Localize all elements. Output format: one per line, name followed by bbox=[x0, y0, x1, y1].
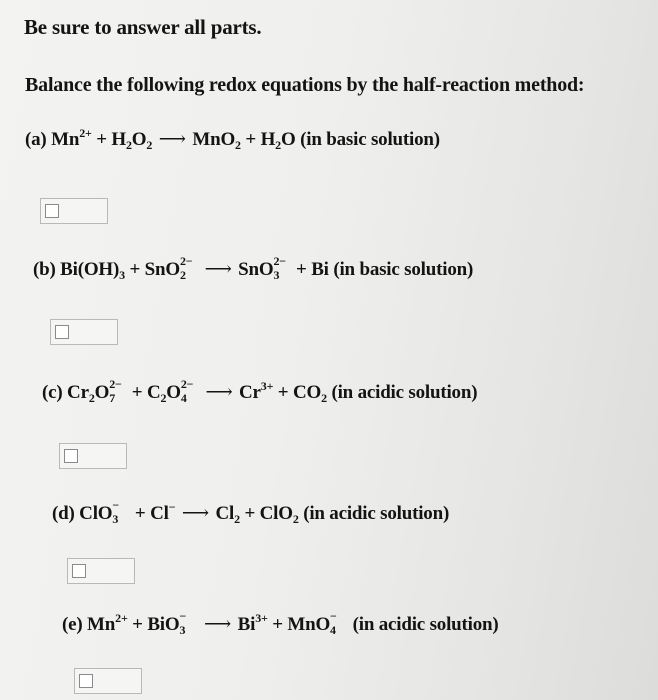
answer-input-e[interactable] bbox=[74, 668, 142, 694]
part-c-label: (c) bbox=[42, 382, 63, 403]
reaction-arrow-icon: ⟶ bbox=[158, 129, 186, 150]
part-d-condition: (in acidic solution) bbox=[303, 503, 450, 524]
equation-d: (d) ClO − 3 + Cl− ⟶ $Cl_2 + ClO_2$ (in acidic solution) bbox=[52, 498, 450, 526]
equation-e: (e) $Mn^{2+}$ + BiO − 3 ⟶ $Bi^{3+}$ + MnO − 4 (in acidic solution) bbox=[62, 609, 499, 637]
answer-field-icon bbox=[55, 325, 69, 339]
answer-input-a[interactable] bbox=[40, 198, 108, 224]
reaction-arrow-icon: ⟶ bbox=[181, 503, 209, 524]
equation-a: (a) $Mn^{2+} + H_2O_2$ ⟶ $MnO_2 + H_2O$ (in basic solution) bbox=[25, 126, 440, 152]
answer-field-icon bbox=[45, 204, 59, 218]
equation-b: (b) $Bi(OH)_3$ + SnO 2− 2 ⟶ SnO 2− 3 + Bi (in basic solution) bbox=[33, 254, 474, 282]
part-e-label: (e) bbox=[62, 614, 83, 635]
reaction-arrow-icon: ⟶ bbox=[205, 382, 233, 403]
answer-field-icon bbox=[72, 564, 86, 578]
part-c-condition: (in acidic solution) bbox=[331, 382, 478, 403]
answer-field-icon bbox=[79, 674, 93, 688]
part-a-label: (a) bbox=[25, 129, 47, 150]
part-a-condition: (in basic solution) bbox=[300, 129, 440, 150]
question-heading: Balance the following redox equations by the half-reaction method: bbox=[25, 74, 585, 96]
part-b-label: (b) bbox=[33, 259, 56, 280]
instruction-text: Be sure to answer all parts. bbox=[24, 15, 262, 39]
answer-field-icon bbox=[64, 449, 78, 463]
equation-c: (c) $Cr_2O$ 2− 7 + $C_2O$ 2− 4 ⟶ $Cr^{3+} + CO_2$ (in acidic solution) bbox=[42, 377, 478, 405]
part-b-condition: (in basic solution) bbox=[333, 259, 474, 280]
reaction-arrow-icon: ⟶ bbox=[204, 614, 232, 635]
part-d-label: (d) bbox=[52, 503, 75, 524]
answer-input-d[interactable] bbox=[67, 558, 135, 584]
answer-input-b[interactable] bbox=[50, 319, 118, 345]
part-e-condition: (in acidic solution) bbox=[352, 614, 499, 635]
answer-input-c[interactable] bbox=[59, 443, 127, 469]
reaction-arrow-icon: ⟶ bbox=[204, 259, 232, 280]
